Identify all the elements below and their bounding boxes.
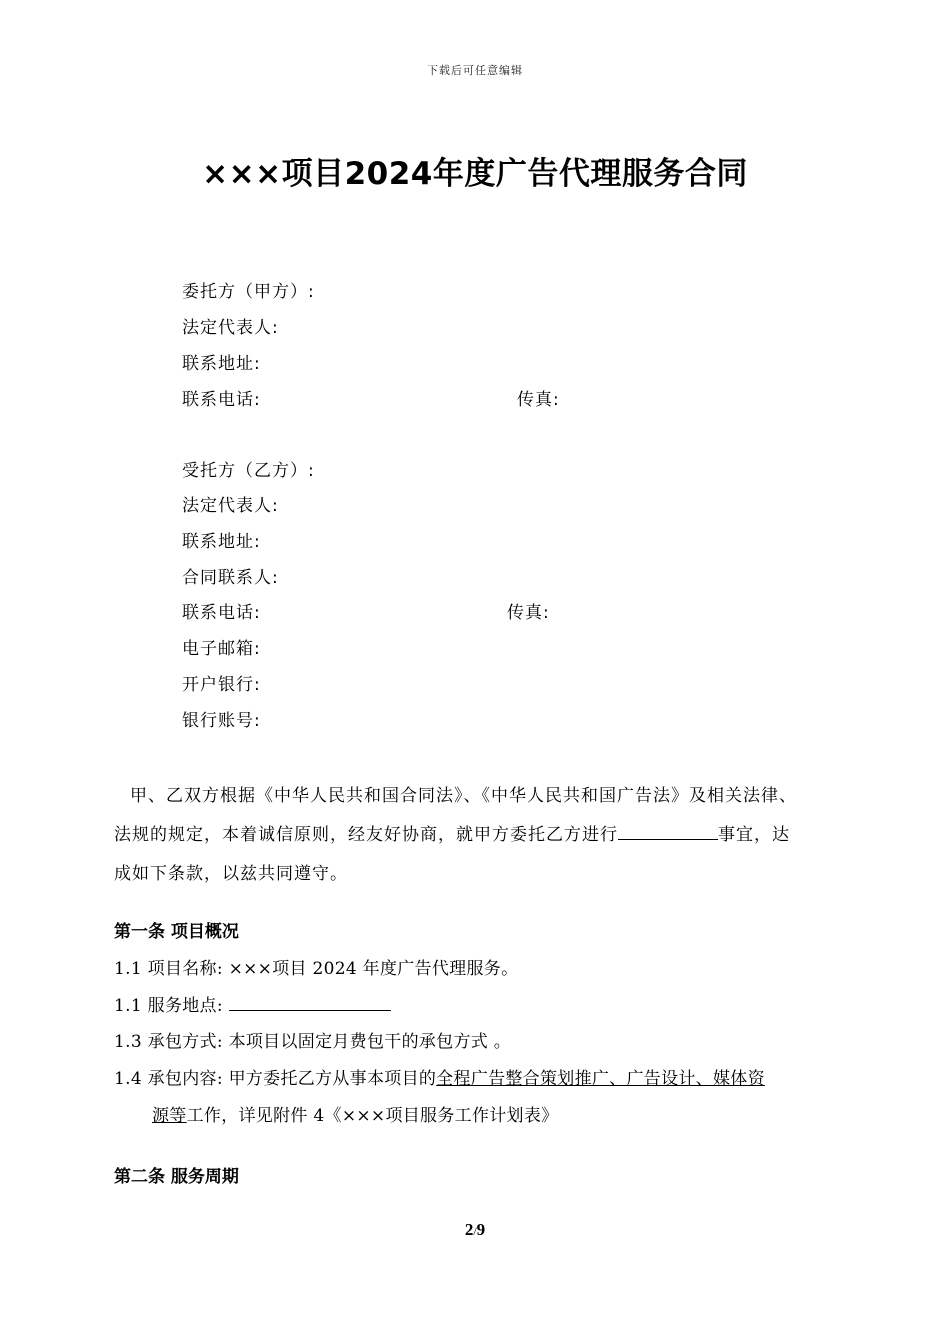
article-1-item-3: 1.3 承包方式: 本项目以固定月费包干的承包方式 。	[114, 1032, 512, 1052]
service-location-label: 1.1 服务地点:	[114, 996, 229, 1016]
total-pages: 9	[476, 1220, 486, 1239]
party-b-address-label: 联系地址:	[182, 532, 261, 552]
service-blank	[618, 822, 718, 840]
article-1-item-2	[114, 991, 391, 1016]
party-a-address-label: 联系地址:	[182, 354, 261, 374]
contract-scope-underlined-2: 源等	[152, 1106, 187, 1126]
current-page: 2	[464, 1220, 474, 1239]
header-note: 下载后可任意编辑	[427, 64, 523, 77]
service-location-blank	[229, 993, 391, 1011]
contract-title: ×××项目2024年度广告代理服务合同	[202, 156, 748, 192]
preamble-line-2	[114, 820, 790, 845]
party-b-bank-label: 开户银行:	[182, 675, 261, 695]
party-b-account-label: 银行账号:	[182, 711, 261, 731]
party-b-rep-label: 法定代表人:	[182, 496, 279, 516]
party-a-fax-label: 传真:	[517, 390, 560, 410]
article-1-item-4-line-1	[114, 1064, 765, 1089]
article-1-heading: 第一条 项目概况	[114, 922, 239, 942]
party-b-name-label: 受托方（乙方）:	[182, 461, 315, 481]
party-b-email-label: 电子邮箱:	[182, 639, 261, 659]
party-b-fax-label: 传真:	[507, 603, 550, 623]
page-number	[0, 1220, 950, 1240]
party-a-name-label: 委托方（甲方）:	[182, 282, 315, 302]
party-a-rep-label: 法定代表人:	[182, 318, 279, 338]
party-b-phone-label: 联系电话:	[182, 603, 261, 623]
article-1-item-4-line-2	[152, 1101, 558, 1126]
page-separator: /	[473, 1224, 477, 1238]
article-1-item-1: 1.1 项目名称: ×××项目 2024 年度广告代理服务。	[114, 959, 519, 979]
preamble-line-2-end: 事宜，达	[718, 825, 790, 845]
preamble-line-3: 成如下条款，以兹共同遵守。	[114, 864, 348, 884]
contract-scope-label: 1.4 承包内容: 甲方委托乙方从事本项目的	[114, 1069, 437, 1089]
preamble-line-1: 甲、乙双方根据《中华人民共和国合同法》、《中华人民共和国广告法》及相关法律、	[130, 786, 797, 806]
party-b-contact-label: 合同联系人:	[182, 568, 279, 588]
preamble-line-2-start: 法规的规定，本着诚信原则，经友好协商，就甲方委托乙方进行	[114, 825, 618, 845]
article-2-heading: 第二条 服务周期	[114, 1167, 239, 1187]
contract-scope-underlined-1: 全程广告整合策划推广、广告设计、媒体资	[436, 1069, 765, 1089]
contract-scope-rest: 工作，详见附件 4《×××项目服务工作计划表》	[186, 1106, 559, 1126]
party-a-phone-label: 联系电话:	[182, 390, 261, 410]
